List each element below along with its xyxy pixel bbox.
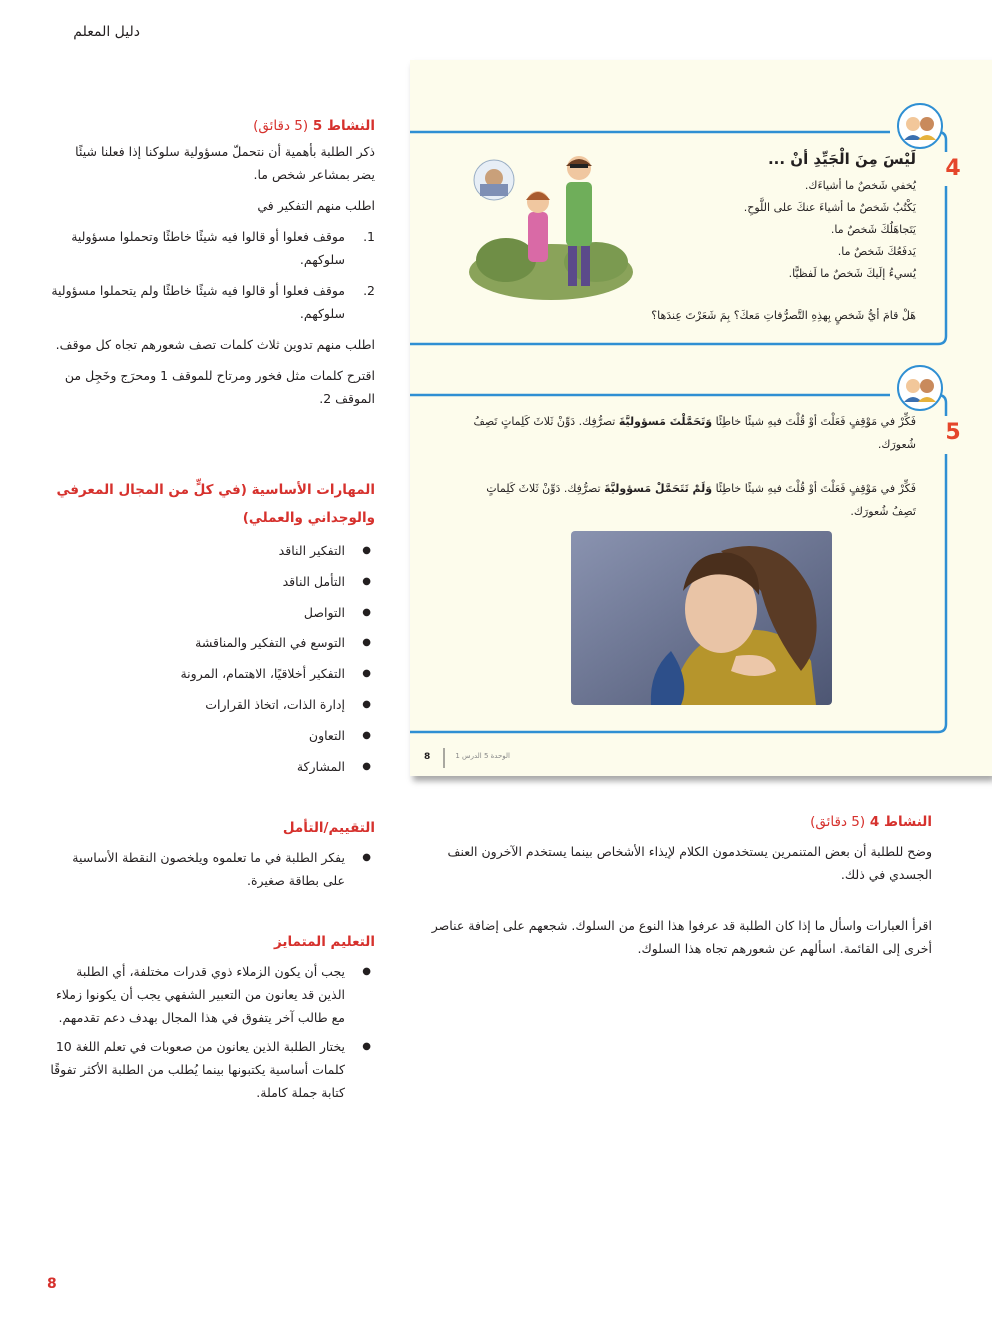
activity-4-time: (5 دقائق) (810, 814, 866, 830)
list-item: ● التوسع في التفكير والمناقشة (195, 635, 371, 651)
section-4-line: يَدفَعُكَ شَخصٌ ما. (837, 245, 916, 258)
list-item (50, 225, 375, 271)
activity-5-ask: اطلب منهم التفكير في (257, 198, 375, 213)
list-item-text: المشاركة (296, 758, 345, 774)
skills-block (50, 476, 375, 782)
differentiation-list (50, 960, 375, 1104)
bullying-illustration (466, 150, 636, 300)
list-item-text: التعاون (308, 727, 345, 743)
assessment-heading: التقييم/التأمل (282, 820, 375, 836)
activity-5-paragraph-2: اطلب منهم تدوين ثلاث كلمات تصف شعورهم تجاه كل موقف. (55, 337, 375, 352)
activity-5-intro: ذكر الطلبة بأهمية أن نتحملّ مسؤولية سلوكنا إذا فعلنا شيئًا يضر بمشاعر شخص ما. (75, 144, 375, 182)
section-5-prompt-2 (466, 477, 916, 523)
section-4-number: 4 (945, 156, 961, 181)
prompt-1-emphasis: وَتَحَمَّلْتَ مَسؤوليَّةَ (618, 415, 713, 428)
section-4-line: يُخفي شَخصٌ ما أشياءَك. (804, 179, 916, 192)
list-item-text: يختار الطلبة الذين يعانون من صعوبات في تعلم اللغة 10 كلمات أساسية يكتبونها بينما يُطلب من الطلبة الأكثر تفوقًا كتابة جملة كاملة. (50, 1039, 345, 1100)
section-4-line: يُسيءُ إلَيكَ شَخصٌ ما لَفظيًّا. (788, 267, 916, 280)
list-item-text: التفكير الناقد (278, 543, 345, 558)
hug-photo (571, 531, 832, 705)
list-item: ● يختار الطلبة الذين يعانون من صعوبات في تعلم اللغة 10 كلمات أساسية يكتبونها بينما يُطلب من الطلبة الأكثر تفوقًا كتابة جملة كاملة. (50, 1039, 371, 1100)
page-number: 8 (47, 1276, 57, 1292)
assessment-list (50, 846, 375, 892)
differentiation-block (50, 934, 375, 1104)
list-item-text: إدارة الذات، اتخاذ القرارات (205, 696, 345, 712)
activity-5-paragraph-3: اقترح كلمات مثل فخور ومرتاح للموقف 1 ومحرَج وخَجِل من الموقف 2. (64, 368, 375, 406)
list-item: ● التعاون (308, 727, 371, 743)
activity-5-time: (5 دقائق) (253, 118, 309, 134)
prompt-2-start: فَكِّرْ في مَوْقِفٍ فَعَلْتَ أوْ قُلْتَ فيهِ شيئًا خاطِئًا (715, 482, 916, 495)
activity-4-title: النشاط 4 (869, 814, 932, 830)
activity-4-paragraph-2: اقرأ العبارات واسأل ما إذا كان الطلبة قد عرفوا هذا النوع من السلوك. شجعهم على إضافة عناصر أخرى إلى القائمة. اسألهم عن شعورهم تجاه هذا السلوك. (431, 918, 932, 956)
page-header-title: دليل المعلم (73, 24, 140, 40)
activity-4-heading (418, 814, 932, 830)
list-item: ● التفكير الناقد (278, 543, 371, 558)
list-item-text: التأمل الناقد (282, 573, 345, 589)
skills-title-line-2: والوجداني والعملي) (242, 510, 375, 526)
activity-5-list (50, 225, 375, 325)
section-4-list (650, 175, 916, 285)
list-item: ● يجب أن يكون الزملاء ذوي قدرات مختلفة، أي الطلبة الذين قد يعانون من التعبير الشفهي يجب أن يكونوا زملاء مع طالب آخر يتفوق في هذا المجال بهدف دعم تقدمهم. (55, 964, 371, 1025)
skills-title-line-1: المهارات الأساسية (في كلٍّ من المجال المعرفي (56, 482, 375, 498)
list-item-number: 1. (363, 229, 375, 244)
list-item: ● التفكير أخلاقيًا، الاهتمام، المرونة (180, 666, 371, 682)
section-4-question: هَلْ قامَ أيُّ شَخصٍ بِهذِهِ التَّصرُّفاتِ مَعكَ؟ بِمَ شَعَرْتَ عِندَها؟ (651, 309, 916, 322)
list-item: ● يفكر الطلبة في ما تعلموه ويلخصون النقطة الأساسية على بطاقة صغيرة. (72, 850, 371, 888)
list-item-text: موقف فعلوا أو قالوا فيه شيئًا خاطئًا ولم يتحملوا مسؤولية سلوكهم. (51, 283, 345, 321)
list-item-text: التواصل (303, 604, 345, 620)
list-item: ● إدارة الذات، اتخاذ القرارات (205, 696, 371, 712)
prompt-2-emphasis: وَلَمْ تَتَحَمَّلْ مَسؤوليَّةَ (604, 482, 713, 495)
list-item-text: التوسع في التفكير والمناقشة (195, 635, 345, 651)
list-item: ● المشاركة (296, 758, 371, 774)
list-item-text: يفكر الطلبة في ما تعلموه ويلخصون النقطة الأساسية على بطاقة صغيرة. (72, 850, 345, 888)
prompt-1-start: فَكِّرْ في مَوْقِفٍ فَعَلْتَ أوْ قُلْتَ فيهِ شيئًا خاطِئًا (715, 415, 916, 428)
section-5-prompt-1 (466, 410, 916, 456)
prompt-1-end: تصرُّفِك. دَوِّنْ ثَلاثَ كَلِماتٍ تَصِفُ شُعورَك. (473, 415, 916, 451)
list-item (50, 279, 375, 325)
book-page-number: 8 (424, 752, 431, 762)
section-5-number: 5 (945, 420, 961, 445)
section-4-title: لَيْسَ مِنَ الْجَيِّدِ أنْ ... (767, 150, 916, 168)
activity-5-block (50, 118, 375, 410)
differentiation-heading: التعليم المتمايز (274, 934, 375, 950)
activity-5-title: النشاط 5 (312, 118, 375, 134)
list-item: ● التواصل (303, 604, 371, 620)
skills-heading (50, 476, 375, 532)
list-item-text: التفكير أخلاقيًا، الاهتمام، المرونة (180, 666, 345, 682)
skills-list (50, 536, 375, 782)
assessment-block (50, 820, 375, 892)
prompt-2-end: تصرُّفِك. دَوِّنْ ثَلاثَ كَلِماتٍ تَصِفُ شُعورَك. (486, 482, 916, 518)
activity-4-paragraph-1: وضح للطلبة أن بعض المتنمرين يستخدمون الكلام لإيذاء الأشخاص بينما يستخدم الآخرون العنف الجسدي في ذلك. (447, 844, 932, 882)
list-item-text: موقف فعلوا أو قالوا فيه شيئًا خاطئًا وتحملوا مسؤولية سلوكهم. (71, 229, 345, 267)
list-item-number: 2. (363, 283, 375, 298)
list-item-text: يجب أن يكون الزملاء ذوي قدرات مختلفة، أي الطلبة الذين قد يعانون من التعبير الشفهي يجب أن يكونوا زملاء مع طالب آخر يتفوق في هذا المجال بهدف دعم تقدمهم. (55, 964, 345, 1025)
book-unit-label: الوحدة 5 الدرس 1 (455, 752, 510, 760)
section-4-line: يَتَجاهَلُكَ شَخصٌ ما. (830, 223, 916, 236)
list-item: ● التأمل الناقد (282, 573, 371, 589)
activity-4-block (418, 814, 932, 960)
activity-5-heading (50, 118, 375, 134)
textbook-page-panel (410, 60, 992, 776)
section-4-line: يَكْتُبُ شَخصٌ ما أشياءَ عنكَ على اللَّوحِ. (743, 201, 916, 214)
